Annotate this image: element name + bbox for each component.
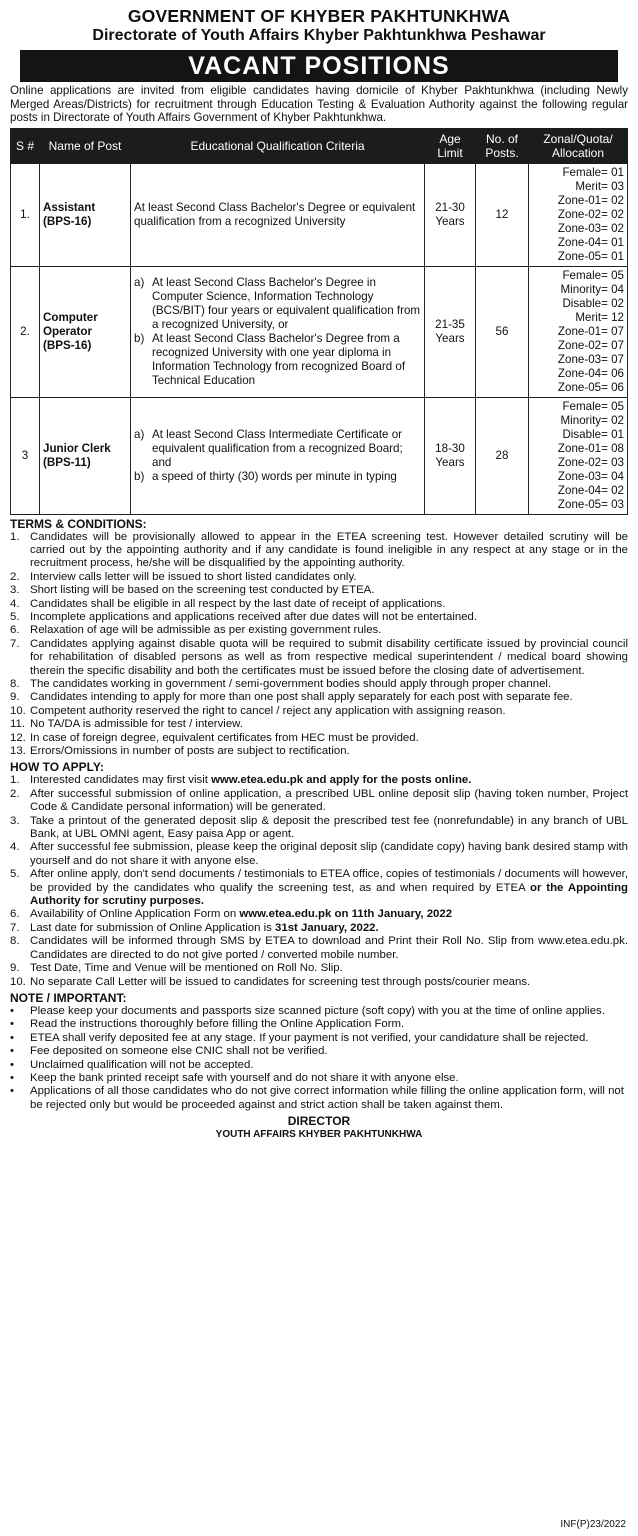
intro-paragraph: Online applications are invited from eligible candidates having domicile of Khyber Pakhtunkhwa (including Newly Merged Areas/Districts) for recruitment through Education Testing & Evaluation Authority against the following regular posts in Directorate of Youth Affairs Government of Khyber Pakhtunkhwa.: [10, 84, 628, 124]
how-item-text: [30, 774, 628, 787]
terms-item-text: Candidates will be provisionally allowed to appear in the ETEA screening test. However detailed scrutiny will be carried out by the appointing authority and if any candidate is found ineligible in any respect at any stage or in the recruitment process, he/she will be disqualified by the appointing authority.: [30, 530, 628, 570]
how-item-text: [30, 976, 628, 989]
post-name: Junior Clerk: [43, 441, 111, 455]
zone-item: Female= 05: [562, 268, 624, 282]
row-age: [425, 163, 476, 266]
how-item-text: [30, 922, 628, 935]
row-serial: 1.: [11, 163, 40, 266]
table-header-row: [11, 128, 628, 163]
how-item-plain: After successful submission of online application, a prescribed UBL online deposit slip (having token number, Project Code & Candidate personal information) will be generated.: [30, 787, 628, 814]
how-item-text: [30, 841, 628, 868]
terms-item: [10, 678, 628, 691]
terms-item-text: Interview calls letter will be issued to short listed candidates only.: [30, 570, 357, 583]
director-office: YOUTH AFFAIRS KHYBER PAKHTUNKHWA: [215, 1129, 423, 1141]
row-serial: 2.: [11, 266, 40, 397]
how-item-number: 7.: [10, 921, 20, 934]
terms-item-number: 3.: [10, 584, 20, 597]
terms-item-number: 11.: [10, 718, 25, 731]
terms-heading: TERMS & CONDITIONS:: [10, 516, 147, 531]
how-item: [10, 922, 628, 935]
terms-item-number: 10.: [10, 704, 26, 717]
criteria-item: [134, 470, 421, 484]
post-bps: (BPS-16): [43, 214, 92, 228]
note-item: [10, 1085, 628, 1112]
post-bps: (BPS-11): [43, 455, 91, 469]
terms-item-number: 7.: [10, 637, 20, 650]
bullet-icon: •: [10, 1031, 14, 1044]
how-item: [10, 962, 628, 975]
zone-item: Zone-05= 01: [557, 249, 624, 263]
terms-item-number: 9.: [10, 691, 20, 704]
terms-item-number: 2.: [10, 570, 20, 583]
age-unit: Years: [435, 455, 465, 469]
criteria-label: b): [134, 331, 145, 345]
zone-item: Zone-02= 02: [557, 207, 624, 221]
how-item-text: [30, 908, 628, 921]
criteria-label: b): [134, 469, 145, 483]
terms-item: [10, 584, 628, 597]
how-item: [10, 868, 628, 908]
how-item-bold: or the Appointing Authority for scrutiny purposes.: [30, 881, 628, 908]
how-item-number: 6.: [10, 908, 20, 921]
header-num-posts: No. of Posts.: [476, 128, 529, 163]
how-item-bold: www.etea.edu.pk on 11th January, 2022: [239, 908, 453, 921]
criteria-text: At least Second Class Bachelor's Degree from a recognized University with one year diploma in Information Technology from recognized Board of Technical Education: [152, 331, 406, 387]
terms-item: [10, 638, 628, 678]
row-zones: [529, 397, 628, 514]
row-criteria: [131, 163, 425, 266]
vacant-positions-banner: VACANT POSITIONS: [20, 50, 618, 82]
header-zone: Zonal/Quota/ Allocation: [529, 128, 628, 163]
terms-item: [10, 531, 628, 571]
zone-item: Minority= 04: [560, 282, 624, 296]
terms-item: [10, 745, 628, 758]
age-range: 21-30: [435, 200, 465, 214]
zone-item: Zone-01= 07: [557, 324, 624, 338]
terms-item-number: 8.: [10, 677, 20, 690]
bullet-icon: •: [10, 1071, 14, 1084]
terms-item-number: 6.: [10, 624, 20, 637]
how-item-number: 1.: [10, 774, 20, 787]
header-criteria: Educational Qualification Criteria: [131, 128, 425, 163]
note-item: [10, 1032, 628, 1045]
how-item-plain: Test Date, Time and Venue will be mentioned on Roll No. Slip.: [30, 962, 343, 975]
how-item-bold: 31st January, 2022.: [275, 921, 379, 934]
row-post: [40, 397, 131, 514]
zone-item: Zone-05= 03: [557, 497, 624, 511]
zone-item: Merit= 03: [575, 179, 624, 193]
terms-item-text: Candidates intending to apply for more than one post shall apply separately for each post with separate fee.: [30, 691, 573, 704]
how-item: [10, 841, 628, 868]
note-item-text: Applications of all those candidates who do not give correct information while filling the online application form, will not be rejected only but would be proceeded against and strict action shall be taken against them.: [30, 1085, 624, 1111]
how-item-number: 9.: [10, 962, 20, 975]
note-item-text: Keep the bank printed receipt safe with yourself and do not share it with anyone else.: [30, 1071, 459, 1084]
how-item-number: 4.: [10, 841, 20, 854]
note-item-text: Unclaimed qualification will not be accepted.: [30, 1058, 254, 1071]
bullet-icon: •: [10, 1045, 14, 1058]
director-signature-title: DIRECTOR: [287, 1114, 351, 1129]
terms-item: [10, 718, 628, 731]
how-item-plain: After online apply, don't send documents / testimonials to ETEA office, copies of testimonials / documents will however, be provided by the candidates who qualify the screening test, as and when required by ETEA: [30, 868, 628, 894]
reference-number: INF(P)23/2022: [560, 1519, 626, 1530]
how-item-plain: Interested candidates may first visit: [30, 774, 212, 787]
criteria-text: At least Second Class Bachelor's Degree or equivalent qualification from a recognized University: [134, 200, 416, 228]
age-range: 18-30: [435, 441, 465, 455]
bullet-icon: •: [10, 1018, 14, 1031]
criteria-text: a speed of thirty (30) words per minute in typing: [152, 469, 397, 483]
header-post: Name of Post: [40, 128, 131, 163]
terms-list: [10, 531, 628, 759]
criteria-item: [134, 201, 421, 229]
terms-item-text: Candidates shall be eligible in all respect by the last date of receipt of applications.: [30, 597, 446, 610]
zone-item: Zone-04= 06: [557, 366, 624, 380]
criteria-label: a): [134, 275, 145, 289]
zone-item: Zone-04= 02: [557, 483, 624, 497]
terms-item-text: Errors/Omissions in number of posts are subject to rectification.: [30, 745, 350, 757]
note-list: [10, 1005, 628, 1112]
note-item: [10, 1045, 628, 1058]
row-post: [40, 163, 131, 266]
how-item-plain: Last date for submission of Online Application is: [30, 921, 276, 934]
how-item-bold: www.etea.edu.pk and apply for the posts online.: [211, 774, 472, 787]
note-item-text: Read the instructions thoroughly before filling the Online Application Form.: [30, 1018, 405, 1031]
how-item: [10, 976, 628, 989]
terms-item-text: In case of foreign degree, equivalent certificates from HEC must be provided.: [30, 731, 419, 744]
zone-item: Zone-03= 04: [557, 469, 624, 483]
criteria-item: [134, 428, 421, 470]
zone-item: Zone-04= 01: [557, 235, 624, 249]
how-item-text: [30, 788, 628, 815]
row-age: [425, 266, 476, 397]
note-item: [10, 1059, 628, 1072]
positions-table: [10, 128, 628, 515]
criteria-item: [134, 276, 421, 332]
zone-item: Zone-01= 02: [557, 193, 624, 207]
bullet-icon: •: [10, 1004, 14, 1017]
how-item-text: [30, 935, 628, 962]
terms-item-text: Relaxation of age will be admissible as per existing government rules.: [30, 624, 382, 637]
zone-item: Zone-01= 08: [557, 441, 624, 455]
how-to-apply-heading: HOW TO APPLY:: [10, 760, 105, 775]
row-zones: [529, 163, 628, 266]
row-post: [40, 266, 131, 397]
row-num-posts: 28: [476, 397, 529, 514]
how-item-plain: Availability of Online Application Form on: [30, 908, 240, 921]
age-unit: Years: [435, 214, 465, 228]
terms-item-text: Short listing will be based on the screening test conducted by ETEA.: [30, 584, 375, 597]
note-item: [10, 1005, 628, 1018]
zone-item: Zone-02= 03: [557, 455, 624, 469]
directorate-title: Directorate of Youth Affairs Khyber Pakhtunkhwa Peshawar: [92, 27, 546, 44]
header-age: Age Limit: [425, 128, 476, 163]
how-item: [10, 774, 628, 787]
how-item: [10, 908, 628, 921]
row-zones: [529, 266, 628, 397]
table-row: [11, 163, 628, 266]
bullet-icon: •: [10, 1058, 14, 1071]
how-item: [10, 788, 628, 815]
terms-item: [10, 611, 628, 624]
terms-item-number: 13.: [10, 745, 26, 757]
note-heading: NOTE / IMPORTANT:: [10, 990, 127, 1005]
how-item-number: 8.: [10, 935, 20, 948]
note-item: [10, 1072, 628, 1085]
zone-item: Zone-05= 06: [557, 380, 624, 394]
how-to-apply-list: [10, 774, 628, 989]
terms-item: [10, 598, 628, 611]
zone-item: Disable= 02: [562, 296, 624, 310]
row-criteria: [131, 266, 425, 397]
how-item-plain: Candidates will be informed through SMS by ETEA to download and Print their Roll No. Slip from www.etea.edu.pk. Candidates are directed to do not give ported / converted mobile number.: [30, 935, 628, 961]
terms-item-number: 1.: [10, 530, 20, 543]
terms-item-text: The candidates working in government / semi-government bodies should apply through proper channel.: [30, 677, 552, 690]
zone-item: Zone-02= 07: [557, 338, 624, 352]
how-item: [10, 815, 628, 842]
how-item-number: 3.: [10, 814, 20, 827]
how-item-text: [30, 815, 628, 842]
terms-item-text: No TA/DA is admissible for test / interview.: [30, 718, 243, 731]
row-serial: 3: [11, 397, 40, 514]
zone-item: Minority= 02: [560, 413, 624, 427]
bullet-icon: •: [10, 1085, 14, 1098]
terms-item-text: Competent authority reserved the right to cancel / reject any application with assigning reason.: [30, 704, 506, 717]
note-item: [10, 1018, 628, 1031]
age-unit: Years: [435, 331, 465, 345]
note-item-text: Fee deposited on someone else CNIC shall not be verified.: [30, 1045, 328, 1058]
row-age: [425, 397, 476, 514]
criteria-item: [134, 332, 421, 388]
how-item-text: [30, 868, 628, 908]
age-range: 21-35: [435, 317, 465, 331]
table-row: [11, 266, 628, 397]
zone-item: Zone-03= 02: [557, 221, 624, 235]
criteria-text: At least Second Class Bachelor's Degree in Computer Science, Information Technology (BCS/BIT) four years or equivalent qualification from a recognized University, or: [152, 275, 421, 331]
row-num-posts: 56: [476, 266, 529, 397]
row-criteria: [131, 397, 425, 514]
terms-item-text: Incomplete applications and applications received after due dates will not be entertained.: [30, 610, 478, 623]
note-item-text: Please keep your documents and passports size scanned picture (soft copy) with you at the time of online applies.: [30, 1004, 605, 1017]
how-item-number: 5.: [10, 868, 20, 881]
post-bps: (BPS-16): [43, 338, 92, 352]
criteria-label: a): [134, 427, 145, 441]
zone-item: Disable= 01: [562, 427, 624, 441]
criteria-text: At least Second Class Intermediate Certificate or equivalent qualification from a recognized Board; and: [152, 427, 403, 469]
terms-item: [10, 691, 628, 704]
post-name: Computer Operator: [43, 310, 98, 338]
how-item: [10, 935, 628, 962]
terms-item-text: Candidates applying against disable quota will be required to submit disability certificate issued by provincial council for rehabilitation of disabled persons as well as from respective medical superintendent / medical board showing therein the specific disability and both the certificates must be issued before the closing date of advertisement.: [30, 637, 628, 677]
terms-item-number: 5.: [10, 610, 20, 623]
terms-item: [10, 732, 628, 745]
zone-item: Zone-03= 07: [557, 352, 624, 366]
zone-item: Female= 01: [562, 165, 624, 179]
terms-item: [10, 571, 628, 584]
zone-item: Female= 05: [562, 399, 624, 413]
terms-item: [10, 624, 628, 637]
how-item-number: 10.: [10, 975, 26, 988]
terms-item-number: 4.: [10, 597, 20, 610]
note-item-text: ETEA shall verify deposited fee at any stage. If your payment is not verified, your candidature shall be rejected.: [30, 1031, 589, 1044]
terms-item-number: 12.: [10, 731, 26, 744]
how-item-plain: No separate Call Letter will be issued to candidates for screening test through posts/courier means.: [30, 975, 531, 988]
how-item-number: 2.: [10, 787, 20, 800]
row-num-posts: 12: [476, 163, 529, 266]
header-sn: S #: [11, 128, 40, 163]
government-title: GOVERNMENT OF KHYBER PAKHTUNKHWA: [127, 6, 511, 26]
how-item-text: [30, 962, 628, 975]
how-item-plain: After successful fee submission, please keep the original deposit slip (candidate copy) having bank desired stamp with yourself and do not share it with anyone else.: [30, 841, 628, 867]
how-item-plain: Take a printout of the generated deposit slip & deposit the prescribed test fee (nonrefundable) in any branch of UBL Bank, at UBL OMNI agent, Easy paisa App or agent.: [30, 814, 628, 841]
post-name: Assistant: [43, 200, 96, 214]
terms-item: [10, 705, 628, 718]
table-row: [11, 397, 628, 514]
zone-item: Merit= 12: [575, 310, 624, 324]
